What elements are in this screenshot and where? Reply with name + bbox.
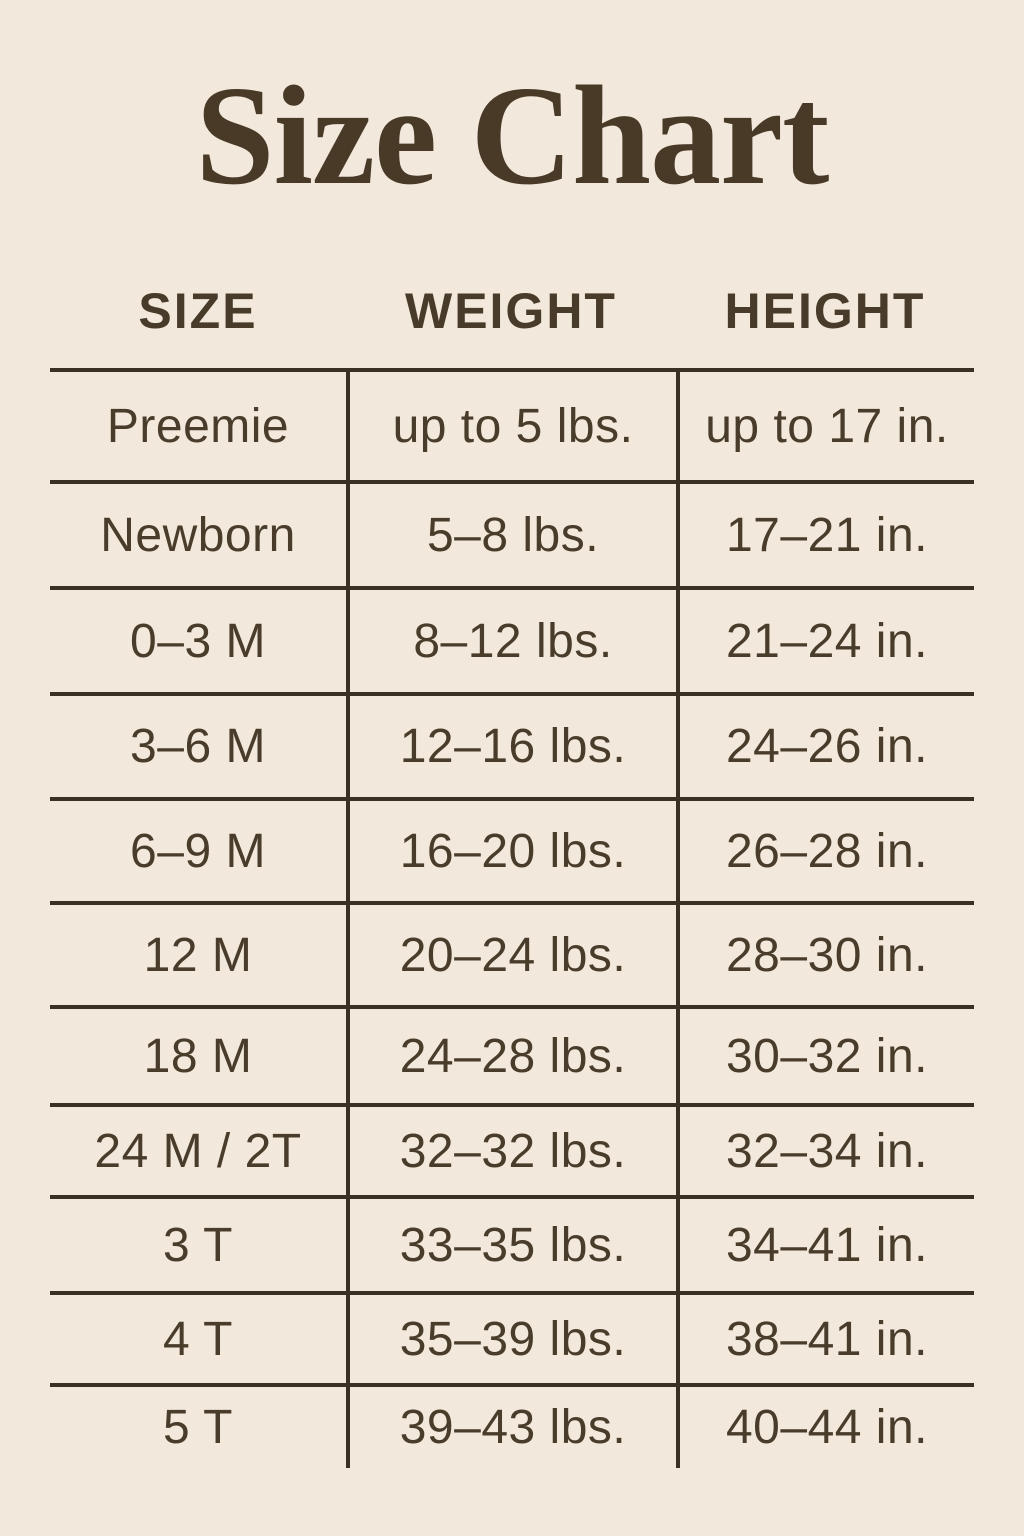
table-row (50, 480, 974, 586)
size-cell: 3–6 M (130, 720, 266, 773)
weight-cell: 5–8 lbs. (346, 484, 676, 586)
size-cell: 0–3 M (130, 614, 266, 668)
weight-cell: 39–43 lbs. (346, 1387, 676, 1468)
weight-cell: 16–20 lbs. (346, 801, 676, 901)
size-cell: Preemie (106, 399, 290, 453)
height-cell: 26–28 in. (676, 801, 974, 901)
table-row (50, 797, 974, 901)
weight-cell: 20–24 lbs. (346, 905, 676, 1005)
column-header-size: SIZE (138, 283, 258, 339)
height-cell: 30–32 in. (676, 1009, 974, 1103)
table-row (50, 1383, 974, 1468)
size-cell: Newborn (100, 508, 296, 562)
table-row (50, 1005, 974, 1103)
size-cell: 3 T (163, 1218, 233, 1272)
height-cell: 34–41 in. (676, 1199, 974, 1291)
size-chart-table (50, 254, 974, 1468)
table-row (50, 368, 974, 480)
height-cell: 21–24 in. (676, 590, 974, 692)
table-row (50, 692, 974, 797)
height-cell: 17–21 in. (676, 484, 974, 586)
size-cell: 4 T (163, 1312, 233, 1366)
weight-cell: 12–16 lbs. (346, 696, 676, 797)
height-cell: 24–26 in. (676, 696, 974, 797)
size-cell: 18 M (143, 1029, 253, 1083)
size-cell: 24 M / 2T (94, 1124, 302, 1178)
size-cell: 6–9 M (130, 824, 266, 878)
table-row (50, 901, 974, 1005)
column-header-height: HEIGHT (724, 283, 926, 339)
height-cell: 40–44 in. (676, 1387, 974, 1468)
size-cell: 5 T (163, 1401, 233, 1454)
table-row (50, 1195, 974, 1291)
column-header-weight: WEIGHT (405, 283, 617, 339)
weight-cell: up to 5 lbs. (346, 372, 676, 480)
table-row (50, 586, 974, 692)
table-body (50, 368, 974, 1468)
page-title: Size Chart (195, 56, 829, 214)
weight-cell: 8–12 lbs. (346, 590, 676, 692)
height-cell: 32–34 in. (676, 1107, 974, 1195)
weight-cell: 32–32 lbs. (346, 1107, 676, 1195)
table-row (50, 1291, 974, 1383)
height-cell: 38–41 in. (676, 1295, 974, 1383)
table-row (50, 1103, 974, 1195)
height-cell: 28–30 in. (676, 905, 974, 1005)
weight-cell: 33–35 lbs. (346, 1199, 676, 1291)
table-header-row (50, 254, 974, 368)
size-cell: 12 M (143, 928, 253, 982)
weight-cell: 35–39 lbs. (346, 1295, 676, 1383)
height-cell: up to 17 in. (676, 372, 974, 480)
weight-cell: 24–28 lbs. (346, 1009, 676, 1103)
